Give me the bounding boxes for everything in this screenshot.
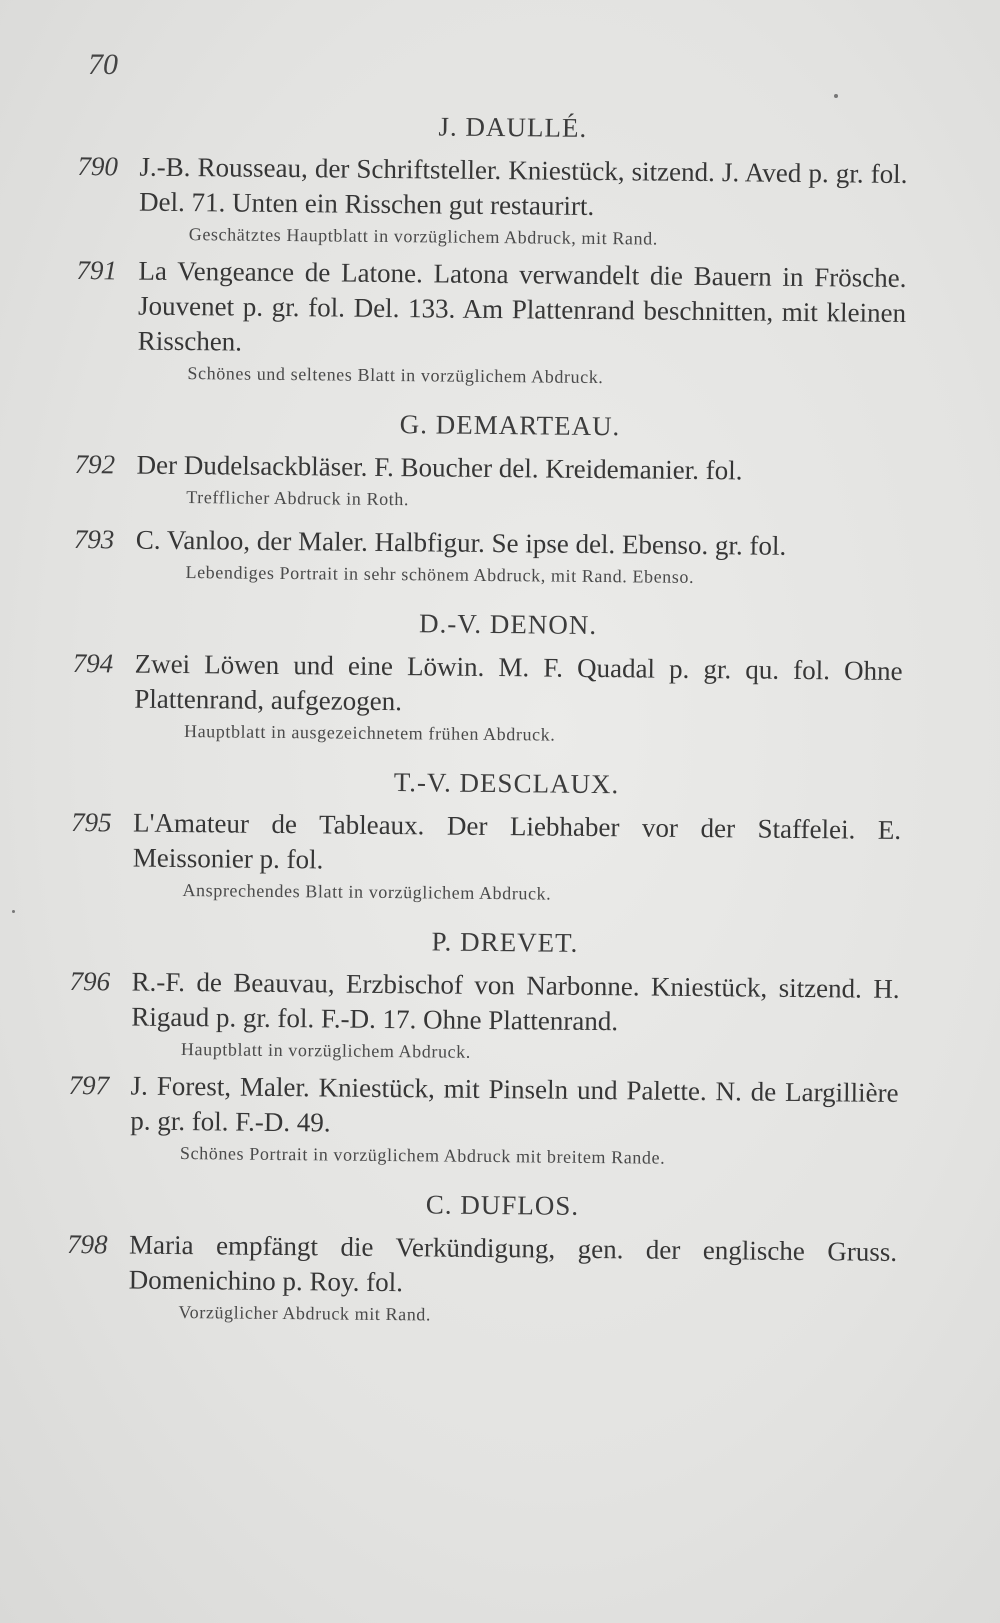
- entry-description: Zwei Löwen und eine Löwin. M. F. Quadal p. gr. qu. fol. Ohne Plattenrand, aufgezogen.: [134, 648, 903, 717]
- entry-number: 793: [73, 523, 115, 555]
- catalog-entry: [69, 964, 900, 1068]
- catalog-entry: [72, 646, 903, 750]
- entry-note: Schönes Portrait in vorzüglichem Abdruck mit breitem Rande.: [179, 1143, 666, 1168]
- entry-note: Lebendiges Portrait in sehr schönem Abdruck, mit Rand. Ebenso.: [185, 562, 695, 587]
- catalog-entry: [73, 522, 904, 591]
- catalog-entry: [68, 1068, 899, 1172]
- catalog-entry: [74, 447, 905, 516]
- paper-speck: [12, 910, 15, 913]
- entry-note: Ansprechendes Blatt in vorzüglichem Abdruck.: [182, 880, 552, 904]
- artist-heading: C. DUFLOS.: [425, 1189, 580, 1221]
- entry-number: 790: [77, 150, 119, 182]
- entry-description: Maria empfängt die Verkündigung, gen. der englische Gruss. Domenichino p. Roy. fol.: [128, 1229, 898, 1298]
- catalog-content: [66, 108, 908, 1339]
- entry-number: 795: [71, 806, 112, 838]
- entry-number: 797: [68, 1069, 110, 1101]
- entry-note: Schönes und seltenes Blatt in vorzüglichem Abdruck.: [187, 363, 604, 388]
- catalog-entry: [77, 149, 908, 253]
- entry-description: La Vengeance de Latone. Latona verwandelt die Bauern in Frösche. Jouvenet p. gr. fol. Del. 133. Am Plattenrand beschnitten, mit kleinen Risschen.: [137, 255, 907, 357]
- entry-note: Geschätztes Hauptblatt in vorzüglichem Abdruck, mit Rand.: [188, 224, 658, 249]
- entry-number: 798: [66, 1228, 108, 1260]
- catalog-entry: [75, 253, 906, 392]
- artist-heading: D.-V. DENON.: [418, 608, 598, 641]
- entry-description: J.-B. Rousseau, der Schriftsteller. Kniestück, sitzend. J. Aved p. gr. fol. Del. 71. Unten ein Risschen gut restaurirt.: [138, 151, 908, 221]
- entry-description: Der Dudelsackbläser. F. Boucher del. Kreidemanier. fol.: [136, 449, 743, 486]
- artist-heading: P. DREVET.: [431, 926, 579, 958]
- entry-description: J. Forest, Maler. Kniestück, mit Pinseln und Palette. N. de Largillière p. gr. fol. F.-D. 49.: [130, 1070, 899, 1138]
- entry-number: 791: [76, 254, 118, 286]
- entry-description: L'Amateur de Tableaux. Der Liebhaber vor der Staffelei. E. Meissonier p. fol.: [132, 807, 902, 875]
- entry-note: Hauptblatt in vorzüglichem Abdruck.: [180, 1039, 471, 1062]
- artist-heading: J. DAULLÉ.: [438, 111, 588, 143]
- entry-note: Vorzüglicher Abdruck mit Rand.: [178, 1302, 432, 1325]
- catalog-entry: [66, 1227, 897, 1331]
- entry-description: C. Vanloo, der Maler. Halbfigur. Se ipse del. Ebenso. gr. fol.: [135, 524, 787, 561]
- artist-heading: T.-V. DESCLAUX.: [393, 767, 620, 800]
- entry-note: Trefflicher Abdruck in Roth.: [186, 487, 410, 510]
- artist-heading: G. DEMARTEAU.: [399, 409, 621, 442]
- paper-speck: [834, 94, 838, 98]
- catalog-entry: [70, 805, 901, 909]
- entry-number: 796: [69, 965, 111, 997]
- entry-description: R.-F. de Beauvau, Erzbischof von Narbonne. Kniestück, sitzend. H. Rigaud p. gr. fol. F.-D. 17. Ohne Plattenrand.: [131, 966, 900, 1037]
- entry-note: Hauptblatt in ausgezeichnetem frühen Abdruck.: [183, 721, 556, 745]
- page-number: 70: [88, 48, 118, 81]
- entry-number: 792: [74, 448, 116, 480]
- entry-number: 794: [72, 647, 114, 679]
